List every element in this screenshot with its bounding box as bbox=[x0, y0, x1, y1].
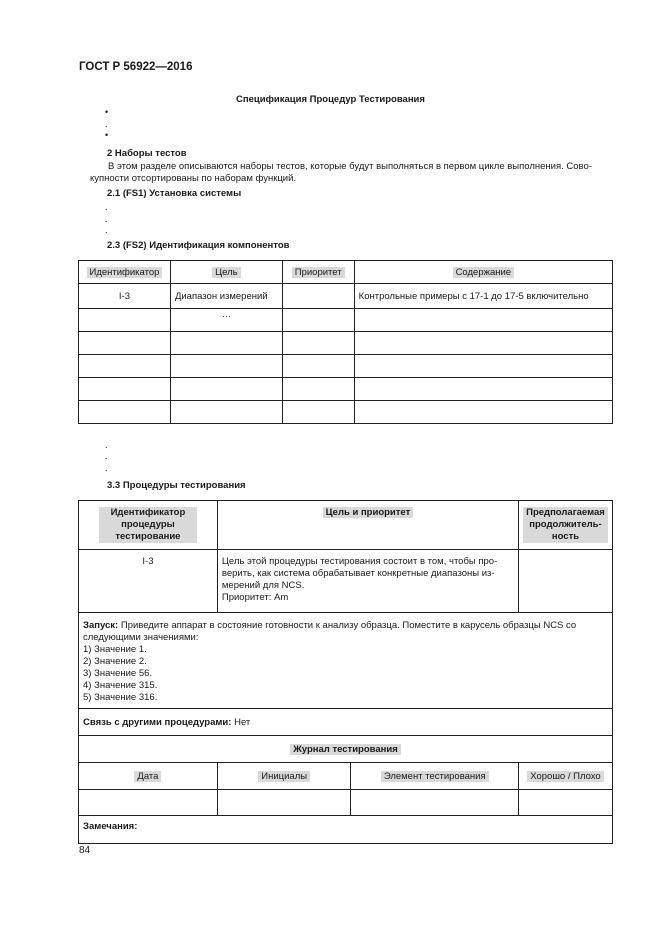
bullet-dot: . bbox=[105, 451, 108, 461]
procedure-priority-text: Приоритет: Am bbox=[221, 592, 289, 603]
bullet-dot: • bbox=[105, 130, 109, 140]
procedure-id-cell: I-3 bbox=[79, 550, 218, 613]
table-cell bbox=[282, 284, 354, 309]
value-item: 5) Значение 316. bbox=[83, 692, 158, 703]
bullet-dot: . bbox=[105, 225, 108, 235]
header-cell: Предполагаемая продолжительность bbox=[518, 501, 612, 550]
header-cell: Идентификатор bbox=[79, 261, 171, 284]
journal-header-row bbox=[79, 763, 613, 790]
table-cell: Диапазон измерений bbox=[170, 284, 282, 309]
table-cell bbox=[282, 401, 354, 424]
page-number: 84 bbox=[79, 845, 91, 856]
table-row bbox=[79, 284, 613, 309]
links-cell bbox=[79, 709, 613, 736]
table-row bbox=[79, 378, 613, 401]
table-cell: … bbox=[170, 309, 282, 332]
table-cell bbox=[282, 309, 354, 332]
table-cell bbox=[79, 401, 171, 424]
bullet-dot: . bbox=[105, 440, 108, 450]
journal-entry-row bbox=[79, 790, 613, 816]
table-row bbox=[79, 355, 613, 378]
table-cell bbox=[170, 378, 282, 401]
table-cell bbox=[170, 332, 282, 355]
table-cell bbox=[170, 355, 282, 378]
table-header-row bbox=[79, 261, 613, 284]
table-cell bbox=[79, 332, 171, 355]
procedure-duration-cell bbox=[518, 550, 612, 613]
table-row bbox=[79, 401, 613, 424]
table-cell bbox=[282, 378, 354, 401]
spec-title: Спецификация Процедур Тестирования bbox=[236, 94, 425, 105]
table-cell bbox=[79, 355, 171, 378]
components-table bbox=[78, 260, 613, 424]
table-cell: Контрольные примеры с 17-1 до 17-5 включительно bbox=[354, 284, 612, 309]
section-2-3-heading: 2.3 (FS2) Идентификация компонентов bbox=[107, 240, 290, 251]
table-cell: I-3 bbox=[79, 284, 171, 309]
table-cell bbox=[354, 309, 612, 332]
notes-cell bbox=[79, 816, 613, 844]
journal-cell bbox=[79, 790, 218, 816]
table-cell bbox=[79, 378, 171, 401]
table-cell bbox=[354, 378, 612, 401]
launch-cell bbox=[79, 613, 613, 709]
notes-label: Замечания: bbox=[83, 821, 138, 832]
section-2-1-heading: 2.1 (FS1) Установка системы bbox=[107, 188, 242, 199]
table-cell bbox=[282, 332, 354, 355]
value-item: 2) Значение 2. bbox=[83, 656, 147, 667]
journal-cell bbox=[217, 790, 351, 816]
header-cell: Содержание bbox=[354, 261, 612, 284]
links-label: Связь с другими процедурами: bbox=[83, 716, 232, 728]
value-item: 1) Значение 1. bbox=[83, 644, 147, 655]
launch-text: Приведите аппарат в состояние готовности к анализу образца. Поместите в карусель образцы NCS со следующими значениями: bbox=[83, 620, 577, 643]
table-cell bbox=[354, 355, 612, 378]
bullet-dot: . bbox=[105, 463, 108, 473]
table-cell bbox=[170, 401, 282, 424]
header-cell: Цель bbox=[170, 261, 282, 284]
launch-row bbox=[79, 613, 613, 709]
table-cell bbox=[354, 401, 612, 424]
journal-cell bbox=[518, 790, 612, 816]
journal-title-row bbox=[79, 736, 613, 763]
section-2-heading: 2 Наборы тестов bbox=[107, 148, 187, 159]
bullet-dot: • bbox=[105, 107, 109, 117]
journal-header-cell: Хорошо / Плохо bbox=[518, 763, 612, 790]
section-3-3-heading: 3.3 Процедуры тестирования bbox=[107, 480, 246, 491]
table-row bbox=[79, 332, 613, 355]
links-row bbox=[79, 709, 613, 736]
procedure-row bbox=[79, 550, 613, 613]
document-standard-header: ГОСТ Р 56922—2016 bbox=[79, 61, 193, 73]
procedure-table bbox=[78, 500, 613, 844]
procedure-header-row bbox=[79, 501, 613, 550]
bullet-dot: . bbox=[105, 202, 108, 212]
journal-header-cell: Элемент тестирования bbox=[351, 763, 518, 790]
journal-cell bbox=[351, 790, 518, 816]
header-cell: Приоритет bbox=[282, 261, 354, 284]
table-cell bbox=[282, 355, 354, 378]
launch-label: Запуск: bbox=[83, 620, 119, 631]
procedure-purpose-text: Цель этой процедуры тестирования состоит в том, чтобы проверить, как система обрабатывает конкретные диапазоны измерений для NCS. bbox=[221, 556, 498, 591]
section-2-paragraph: В этом разделе описываются наборы тестов, которые будут выполняться в первом цикле выполнения. Совокупности отсортированы по наборам функций. bbox=[90, 161, 592, 184]
journal-header-cell: Инициалы bbox=[217, 763, 351, 790]
table-row bbox=[79, 309, 613, 332]
value-item: 4) Значение 315. bbox=[83, 680, 158, 691]
bullet-dot: . bbox=[105, 214, 108, 224]
bullet-dot: . bbox=[105, 119, 108, 129]
journal-header-cell: Дата bbox=[79, 763, 218, 790]
table-cell bbox=[79, 309, 171, 332]
header-cell: Идентификатор процедуры тестирование bbox=[79, 501, 218, 550]
journal-title-cell: Журнал тестирования bbox=[79, 736, 613, 763]
procedure-purpose-cell bbox=[217, 550, 518, 613]
value-item: 3) Значение 56. bbox=[83, 668, 153, 679]
notes-row bbox=[79, 816, 613, 844]
links-value: Нет bbox=[234, 716, 251, 728]
header-cell: Цель и приоритет bbox=[217, 501, 518, 550]
table-cell bbox=[354, 332, 612, 355]
